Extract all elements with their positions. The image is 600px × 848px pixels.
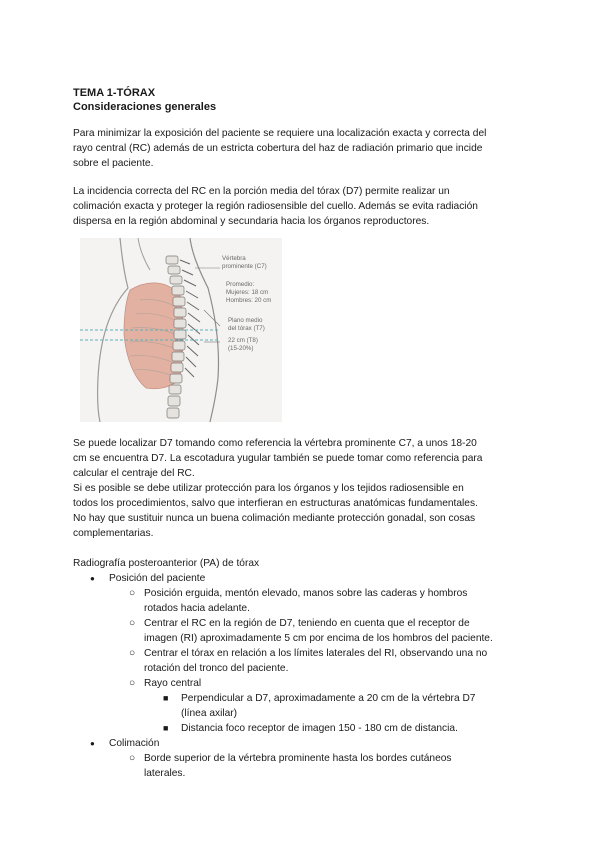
bullet-circle-icon: ○ <box>129 753 136 764</box>
pa-torax-section <box>73 556 493 781</box>
label-hombres: Hombres: 20 cm <box>226 297 272 304</box>
list-item: ■ Perpendicular a D7, aproximadamente a 20 cm de la vértebra D7 <box>163 693 476 704</box>
list-item: ○ Centrar el tórax en relación a los límites laterales del RI, observando una no <box>129 648 488 659</box>
section-title: Radiografía posteroanterior (PA) de tórax <box>73 558 260 569</box>
text-line: Se puede localizar D7 tomando como referencia la vértebra prominente C7, a unos 18-20 <box>73 438 477 449</box>
list-item-continuation: (línea axilar) <box>181 708 238 719</box>
text-line: cm se encuentra D7. La escotadura yugular también se puede tomar como referencia para <box>73 453 483 464</box>
bullet-circle-icon: ○ <box>129 588 136 599</box>
text-line: colimación exacta y proteger la región radiosensible del cuello. Además se evita radiación <box>73 201 478 212</box>
text-line: La incidencia correcta del RC en la porción media del tórax (D7) permite realizar un <box>73 186 450 197</box>
bullet-circle-icon: ○ <box>129 648 136 659</box>
list-item: ● Posición del paciente <box>90 573 206 584</box>
bullet-circle-icon: ○ <box>129 678 136 689</box>
text-line: calcular el centraje del RC. <box>73 468 195 479</box>
label-pct: (15-20%) <box>228 345 254 352</box>
bullet-square-icon: ■ <box>163 723 169 733</box>
text-line: dispersa en la región abdominal y secundaria hacia los órganos reproductores. <box>73 216 430 227</box>
bullet-dot-icon: ● <box>90 574 95 583</box>
text-line: rayo central (RC) además de un estricta cobertura del haz de radiación primario que incide <box>73 143 483 154</box>
list-item-continuation: imagen (RI) aproximadamente 5 cm por encima de los hombros del paciente. <box>144 633 493 644</box>
list-item: ○ Centrar el RC en la región de D7, teniendo en cuenta que el receptor de <box>129 618 470 629</box>
thorax-anatomy-figure <box>80 238 282 422</box>
paragraph-intro <box>73 126 533 171</box>
paragraph-localizacion <box>73 436 533 541</box>
text-line: Si es posible se debe utilizar protección para los órganos y los tejidos radiosensible en <box>73 483 464 494</box>
bullet-square-icon: ■ <box>163 693 169 703</box>
label-vertebra: Vértebra <box>222 255 246 262</box>
text-line: No hay que sustituir nunca un buena colimación mediante protección gonadal, son cosas <box>73 513 476 524</box>
label-plano: Plano medio <box>228 317 263 324</box>
text-line: Para minimizar la exposición del paciente se requiere una localización exacta y correcta del <box>73 128 487 139</box>
label-prominente: prominente (C7) <box>222 263 267 270</box>
list-item: ■ Distancia foco receptor de imagen 150 - 180 cm de distancia. <box>163 723 458 734</box>
list-item: ● Colimación <box>90 738 160 749</box>
text-line: sobre el paciente. <box>73 158 154 169</box>
section-subtitle: Consideraciones generales <box>73 101 217 113</box>
bullet-dot-icon: ● <box>90 739 95 748</box>
list-item: ○ Rayo central <box>129 678 202 689</box>
label-mujeres: Mujeres: 18 cm <box>226 289 269 296</box>
list-item-continuation: rotación del tronco del paciente. <box>144 663 289 674</box>
text-line: complementarias. <box>73 528 154 539</box>
list-item-continuation: rotados hacia adelante. <box>144 603 250 614</box>
document-title: TEMA 1-TÓRAX <box>73 87 156 99</box>
text-line: todos los procedimientos, salvo que interfieran en estructuras anatómicas fundamentales. <box>73 498 478 509</box>
label-promedio: Promedio: <box>226 281 255 288</box>
paragraph-incidencia <box>73 184 533 229</box>
list-item-continuation: laterales. <box>144 768 186 779</box>
list-item: ○ Posición erguida, mentón elevado, manos sobre las caderas y hombros <box>129 588 468 599</box>
bullet-circle-icon: ○ <box>129 618 136 629</box>
label-torax: del tórax (T7) <box>228 325 265 332</box>
list-item: ○ Borde superior de la vértebra prominente hasta los bordes cutáneos <box>129 753 452 764</box>
label-22cm: 22 cm (T8) <box>228 337 258 344</box>
